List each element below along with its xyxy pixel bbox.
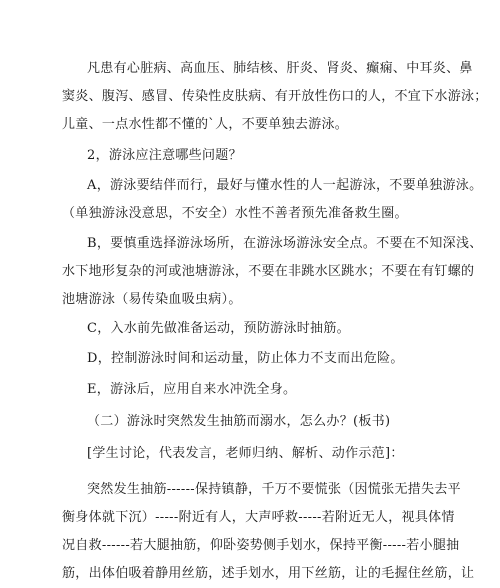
text-line: 突然发生抽筋------保持镇静，千万不要慌张（因慌张无措失去平	[87, 482, 461, 497]
text-line: A，游泳要结伴而行，最好与懂水性的人一起游泳，不要单独游泳。	[87, 178, 483, 193]
paragraph-item-e	[62, 376, 442, 404]
paragraph-item-c	[62, 315, 442, 343]
paragraph-item-b	[62, 230, 483, 314]
text-line: B，要慎重选择游泳场所，在游泳场游泳安全点。不要在不知深浅、	[87, 236, 483, 251]
text-line: 儿童、一点水性都不懂的`人，不要单独去游泳。	[62, 117, 349, 132]
text-line: 况自救------若大腿抽筋，仰卧姿势侧手划水，保持平衡-----若小腿抽	[62, 538, 460, 553]
text-line: [学生讨论，代表发言，老师归纳、解析、动作示范]：	[87, 446, 404, 461]
text-line: 凡患有心脏病、高血压、肺结核、肝炎、肾炎、癫痫、中耳炎、鼻	[87, 61, 473, 76]
text-line: 衡身体就下沉）-----附近有人，大声呼救-----若附近无人，视具体情	[62, 510, 455, 525]
text-line: 水下地形复杂的河或池塘游泳，不要在非跳水区跳水；不要在有钉螺的	[62, 264, 475, 279]
section-heading-cramp	[62, 408, 442, 436]
text-line: 窦炎、腹泻、感冒、传染性皮肤病、有开放性伤口的人，不宜下水游泳；	[62, 89, 488, 104]
text-line: （单独游泳没意思，不安全）水性不善者预先准备救生圈。	[62, 206, 408, 221]
text-line: 池塘游泳（易传染血吸虫病）。	[62, 292, 242, 307]
paragraph-item-d	[62, 345, 442, 373]
paragraph-cramp-response	[62, 476, 475, 588]
text-line: 筋，出体伯吸着静用丝筋，述手划水，用下丝筋，让的毛握住丝筋，让	[62, 566, 475, 581]
text-line: D，控制游泳时间和运动量，防止体力不支而出危险。	[87, 351, 404, 366]
text-line: C，入水前先做准备运动，预防游泳时抽筋。	[87, 321, 350, 336]
paragraph-discussion-note	[62, 440, 442, 468]
text-line: 2，游泳应注意哪些问题？	[87, 148, 242, 163]
text-line: （二）游泳时突然发生抽筋而溺水，怎么办？(板书)	[87, 414, 391, 429]
text-line: E，游泳后，应用自来水冲洗全身。	[87, 382, 297, 397]
paragraph-question-2	[62, 142, 442, 170]
paragraph-health-restrictions	[62, 55, 488, 139]
paragraph-item-a	[62, 172, 483, 228]
